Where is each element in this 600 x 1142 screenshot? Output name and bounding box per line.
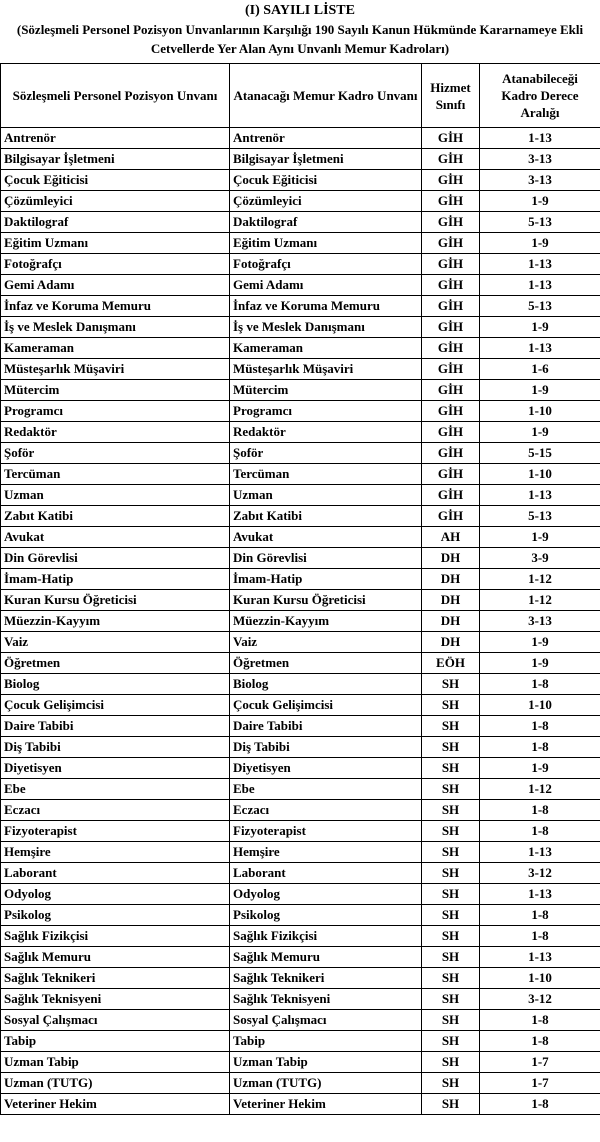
cell-service-class: GİH [422, 191, 480, 212]
cell-service-class: GİH [422, 506, 480, 527]
cell-service-class: SH [422, 758, 480, 779]
cell-contract-position: Müsteşarlık Müşaviri [1, 359, 230, 380]
cell-civil-servant-title: Redaktör [230, 422, 422, 443]
cell-service-class: GİH [422, 464, 480, 485]
cell-contract-position: Biolog [1, 674, 230, 695]
cell-degree-range: 1-9 [480, 422, 600, 443]
cell-contract-position: Tabip [1, 1031, 230, 1052]
table-row [1, 485, 600, 506]
cell-civil-servant-title: Çocuk Eğiticisi [230, 170, 422, 191]
cell-civil-servant-title: Hemşire [230, 842, 422, 863]
cell-contract-position: Programcı [1, 401, 230, 422]
cell-civil-servant-title: Veteriner Hekim [230, 1094, 422, 1115]
cell-service-class: SH [422, 842, 480, 863]
cell-service-class: SH [422, 1094, 480, 1115]
header-service-class: Hizmet Sınıfı [422, 64, 480, 128]
cell-service-class: SH [422, 926, 480, 947]
cell-service-class: GİH [422, 422, 480, 443]
cell-service-class: GİH [422, 233, 480, 254]
table-row [1, 1031, 600, 1052]
cell-degree-range: 5-13 [480, 506, 600, 527]
cell-service-class: GİH [422, 443, 480, 464]
cell-service-class: GİH [422, 401, 480, 422]
cell-contract-position: Şoför [1, 443, 230, 464]
cell-service-class: AH [422, 527, 480, 548]
cell-degree-range: 5-13 [480, 212, 600, 233]
cell-civil-servant-title: Şoför [230, 443, 422, 464]
cell-service-class: DH [422, 548, 480, 569]
table-row [1, 359, 600, 380]
table-row [1, 422, 600, 443]
table-row [1, 443, 600, 464]
cell-service-class: SH [422, 674, 480, 695]
cell-degree-range: 1-13 [480, 485, 600, 506]
table-row [1, 569, 600, 590]
cell-service-class: GİH [422, 338, 480, 359]
cell-contract-position: Fizyoterapist [1, 821, 230, 842]
cell-contract-position: Öğretmen [1, 653, 230, 674]
cell-civil-servant-title: Sağlık Teknikeri [230, 968, 422, 989]
table-row [1, 149, 600, 170]
cell-degree-range: 5-13 [480, 296, 600, 317]
cell-civil-servant-title: Çözümleyici [230, 191, 422, 212]
cell-service-class: GİH [422, 317, 480, 338]
cell-contract-position: Çocuk Eğiticisi [1, 170, 230, 191]
table-row [1, 338, 600, 359]
list-title: (I) SAYILI LİSTE [245, 3, 355, 18]
table-row [1, 212, 600, 233]
cell-service-class: SH [422, 779, 480, 800]
table-row [1, 716, 600, 737]
cell-degree-range: 1-7 [480, 1052, 600, 1073]
cell-civil-servant-title: Tabip [230, 1031, 422, 1052]
cell-contract-position: Vaiz [1, 632, 230, 653]
cell-contract-position: İmam-Hatip [1, 569, 230, 590]
table-body [1, 128, 600, 1115]
cell-civil-servant-title: Fizyoterapist [230, 821, 422, 842]
cell-civil-servant-title: İnfaz ve Koruma Memuru [230, 296, 422, 317]
table-row [1, 695, 600, 716]
cell-contract-position: Redaktör [1, 422, 230, 443]
cell-degree-range: 1-6 [480, 359, 600, 380]
list-subtitle: (Sözleşmeli Personel Pozisyon Unvanlarının Karşılığı 190 Sayılı Kanun Hükmünde Kararnameye Ekli Cetvellerde Yer Alan Aynı Unvanlı Memur Kadroları) [16, 22, 584, 56]
cell-civil-servant-title: Uzman (TUTG) [230, 1073, 422, 1094]
cell-degree-range: 1-10 [480, 401, 600, 422]
cell-civil-servant-title: Uzman [230, 485, 422, 506]
cell-degree-range: 1-8 [480, 1094, 600, 1115]
cell-degree-range: 1-8 [480, 716, 600, 737]
cell-civil-servant-title: Avukat [230, 527, 422, 548]
cell-contract-position: Sağlık Teknisyeni [1, 989, 230, 1010]
cell-contract-position: Sosyal Çalışmacı [1, 1010, 230, 1031]
cell-civil-servant-title: Biolog [230, 674, 422, 695]
cell-service-class: GİH [422, 212, 480, 233]
cell-civil-servant-title: Bilgisayar İşletmeni [230, 149, 422, 170]
cell-civil-servant-title: Mütercim [230, 380, 422, 401]
cell-degree-range: 1-9 [480, 317, 600, 338]
cell-contract-position: Müezzin-Kayyım [1, 611, 230, 632]
cell-degree-range: 1-13 [480, 884, 600, 905]
cell-contract-position: Tercüman [1, 464, 230, 485]
position-table [0, 63, 600, 1115]
cell-contract-position: Avukat [1, 527, 230, 548]
cell-degree-range: 1-12 [480, 779, 600, 800]
cell-degree-range: 3-13 [480, 611, 600, 632]
cell-contract-position: Bilgisayar İşletmeni [1, 149, 230, 170]
cell-contract-position: Antrenör [1, 128, 230, 149]
cell-civil-servant-title: Eczacı [230, 800, 422, 821]
table-row [1, 1010, 600, 1031]
cell-contract-position: Çözümleyici [1, 191, 230, 212]
table-row [1, 254, 600, 275]
cell-contract-position: Çocuk Gelişimcisi [1, 695, 230, 716]
cell-service-class: EÖH [422, 653, 480, 674]
cell-contract-position: Fotoğrafçı [1, 254, 230, 275]
cell-degree-range: 1-8 [480, 821, 600, 842]
cell-civil-servant-title: Sağlık Memuru [230, 947, 422, 968]
cell-civil-servant-title: Diş Tabibi [230, 737, 422, 758]
cell-degree-range: 1-8 [480, 737, 600, 758]
cell-contract-position: Mütercim [1, 380, 230, 401]
cell-civil-servant-title: Sağlık Fizikçisi [230, 926, 422, 947]
table-row [1, 548, 600, 569]
table-row [1, 926, 600, 947]
table-row [1, 506, 600, 527]
cell-civil-servant-title: Fotoğrafçı [230, 254, 422, 275]
cell-service-class: SH [422, 737, 480, 758]
table-row [1, 275, 600, 296]
cell-contract-position: Odyolog [1, 884, 230, 905]
cell-service-class: SH [422, 884, 480, 905]
cell-contract-position: Zabıt Katibi [1, 506, 230, 527]
cell-contract-position: Gemi Adamı [1, 275, 230, 296]
cell-degree-range: 1-10 [480, 968, 600, 989]
cell-degree-range: 1-9 [480, 632, 600, 653]
cell-contract-position: Daktilograf [1, 212, 230, 233]
table-row [1, 296, 600, 317]
cell-contract-position: Diş Tabibi [1, 737, 230, 758]
cell-service-class: SH [422, 821, 480, 842]
cell-degree-range: 1-12 [480, 569, 600, 590]
header-row [1, 64, 600, 128]
cell-degree-range: 1-13 [480, 275, 600, 296]
table-row [1, 527, 600, 548]
cell-civil-servant-title: Sağlık Teknisyeni [230, 989, 422, 1010]
cell-service-class: DH [422, 569, 480, 590]
table-row [1, 191, 600, 212]
cell-service-class: SH [422, 905, 480, 926]
cell-degree-range: 1-13 [480, 338, 600, 359]
cell-civil-servant-title: Çocuk Gelişimcisi [230, 695, 422, 716]
cell-contract-position: Sağlık Memuru [1, 947, 230, 968]
cell-degree-range: 1-8 [480, 905, 600, 926]
cell-degree-range: 3-13 [480, 149, 600, 170]
table-row [1, 905, 600, 926]
cell-civil-servant-title: Diyetisyen [230, 758, 422, 779]
cell-degree-range: 1-8 [480, 1010, 600, 1031]
cell-civil-servant-title: Ebe [230, 779, 422, 800]
table-row [1, 590, 600, 611]
cell-service-class: SH [422, 1052, 480, 1073]
cell-service-class: SH [422, 989, 480, 1010]
cell-service-class: SH [422, 1073, 480, 1094]
table-row [1, 968, 600, 989]
table-row [1, 758, 600, 779]
cell-civil-servant-title: Eğitim Uzmanı [230, 233, 422, 254]
cell-contract-position: Sağlık Teknikeri [1, 968, 230, 989]
table-row [1, 1073, 600, 1094]
cell-civil-servant-title: Odyolog [230, 884, 422, 905]
cell-civil-servant-title: Kameraman [230, 338, 422, 359]
cell-civil-servant-title: Kuran Kursu Öğreticisi [230, 590, 422, 611]
cell-degree-range: 3-13 [480, 170, 600, 191]
cell-service-class: SH [422, 1031, 480, 1052]
cell-service-class: SH [422, 695, 480, 716]
cell-degree-range: 3-9 [480, 548, 600, 569]
cell-civil-servant-title: Gemi Adamı [230, 275, 422, 296]
table-row [1, 380, 600, 401]
table-row [1, 863, 600, 884]
cell-civil-servant-title: Din Görevlisi [230, 548, 422, 569]
cell-service-class: SH [422, 968, 480, 989]
cell-contract-position: Daire Tabibi [1, 716, 230, 737]
cell-contract-position: İnfaz ve Koruma Memuru [1, 296, 230, 317]
table-row [1, 674, 600, 695]
cell-contract-position: Psikolog [1, 905, 230, 926]
cell-degree-range: 1-9 [480, 233, 600, 254]
cell-civil-servant-title: Müezzin-Kayyım [230, 611, 422, 632]
cell-contract-position: Din Görevlisi [1, 548, 230, 569]
cell-degree-range: 1-9 [480, 758, 600, 779]
table-row [1, 947, 600, 968]
cell-service-class: GİH [422, 296, 480, 317]
cell-service-class: SH [422, 947, 480, 968]
cell-degree-range: 1-8 [480, 926, 600, 947]
cell-contract-position: İş ve Meslek Danışmanı [1, 317, 230, 338]
table-row [1, 842, 600, 863]
cell-civil-servant-title: Müsteşarlık Müşaviri [230, 359, 422, 380]
cell-service-class: GİH [422, 485, 480, 506]
cell-civil-servant-title: Daire Tabibi [230, 716, 422, 737]
cell-degree-range: 1-9 [480, 653, 600, 674]
cell-service-class: SH [422, 1010, 480, 1031]
cell-civil-servant-title: Öğretmen [230, 653, 422, 674]
cell-degree-range: 1-8 [480, 674, 600, 695]
cell-contract-position: Kuran Kursu Öğreticisi [1, 590, 230, 611]
cell-degree-range: 1-13 [480, 128, 600, 149]
cell-service-class: GİH [422, 359, 480, 380]
table-row [1, 632, 600, 653]
cell-degree-range: 1-8 [480, 1031, 600, 1052]
cell-civil-servant-title: Psikolog [230, 905, 422, 926]
table-row [1, 464, 600, 485]
table-row [1, 884, 600, 905]
cell-service-class: GİH [422, 128, 480, 149]
table-row [1, 800, 600, 821]
cell-contract-position: Uzman [1, 485, 230, 506]
cell-degree-range: 1-13 [480, 947, 600, 968]
table-row [1, 128, 600, 149]
cell-service-class: DH [422, 611, 480, 632]
cell-contract-position: Hemşire [1, 842, 230, 863]
cell-degree-range: 1-13 [480, 254, 600, 275]
cell-civil-servant-title: Laborant [230, 863, 422, 884]
table-row [1, 170, 600, 191]
cell-civil-servant-title: Zabıt Katibi [230, 506, 422, 527]
cell-contract-position: Eğitim Uzmanı [1, 233, 230, 254]
table-row [1, 233, 600, 254]
cell-service-class: GİH [422, 254, 480, 275]
cell-degree-range: 1-13 [480, 842, 600, 863]
cell-civil-servant-title: Vaiz [230, 632, 422, 653]
cell-service-class: GİH [422, 149, 480, 170]
cell-contract-position: Uzman Tabip [1, 1052, 230, 1073]
cell-civil-servant-title: Programcı [230, 401, 422, 422]
cell-contract-position: Uzman (TUTG) [1, 1073, 230, 1094]
header-civil-servant-title: Atanacağı Memur Kadro Unvanı [230, 64, 422, 128]
table-row [1, 989, 600, 1010]
cell-service-class: SH [422, 800, 480, 821]
cell-service-class: GİH [422, 275, 480, 296]
cell-civil-servant-title: Antrenör [230, 128, 422, 149]
table-row [1, 317, 600, 338]
table-row [1, 653, 600, 674]
cell-degree-range: 1-7 [480, 1073, 600, 1094]
header-degree-range: Atanabileceği Kadro Derece Aralığı [480, 64, 600, 128]
cell-service-class: DH [422, 590, 480, 611]
header-contract-position: Sözleşmeli Personel Pozisyon Unvanı [1, 64, 230, 128]
cell-degree-range: 1-9 [480, 380, 600, 401]
cell-contract-position: Eczacı [1, 800, 230, 821]
cell-contract-position: Diyetisyen [1, 758, 230, 779]
cell-degree-range: 1-9 [480, 527, 600, 548]
cell-contract-position: Sağlık Fizikçisi [1, 926, 230, 947]
cell-degree-range: 3-12 [480, 863, 600, 884]
cell-civil-servant-title: Tercüman [230, 464, 422, 485]
cell-service-class: DH [422, 632, 480, 653]
cell-civil-servant-title: Daktilograf [230, 212, 422, 233]
cell-degree-range: 1-8 [480, 800, 600, 821]
cell-contract-position: Veteriner Hekim [1, 1094, 230, 1115]
cell-service-class: GİH [422, 170, 480, 191]
table-row [1, 821, 600, 842]
table-row [1, 401, 600, 422]
table-row [1, 611, 600, 632]
table-row [1, 779, 600, 800]
cell-service-class: SH [422, 716, 480, 737]
cell-contract-position: Laborant [1, 863, 230, 884]
table-row [1, 737, 600, 758]
table-row [1, 1094, 600, 1115]
cell-contract-position: Kameraman [1, 338, 230, 359]
cell-civil-servant-title: Uzman Tabip [230, 1052, 422, 1073]
table-row [1, 1052, 600, 1073]
cell-degree-range: 1-10 [480, 695, 600, 716]
cell-contract-position: Ebe [1, 779, 230, 800]
cell-degree-range: 1-12 [480, 590, 600, 611]
cell-degree-range: 1-10 [480, 464, 600, 485]
cell-civil-servant-title: İş ve Meslek Danışmanı [230, 317, 422, 338]
cell-civil-servant-title: Sosyal Çalışmacı [230, 1010, 422, 1031]
cell-service-class: GİH [422, 380, 480, 401]
cell-service-class: SH [422, 863, 480, 884]
cell-civil-servant-title: İmam-Hatip [230, 569, 422, 590]
cell-degree-range: 5-15 [480, 443, 600, 464]
cell-degree-range: 3-12 [480, 989, 600, 1010]
cell-degree-range: 1-9 [480, 191, 600, 212]
